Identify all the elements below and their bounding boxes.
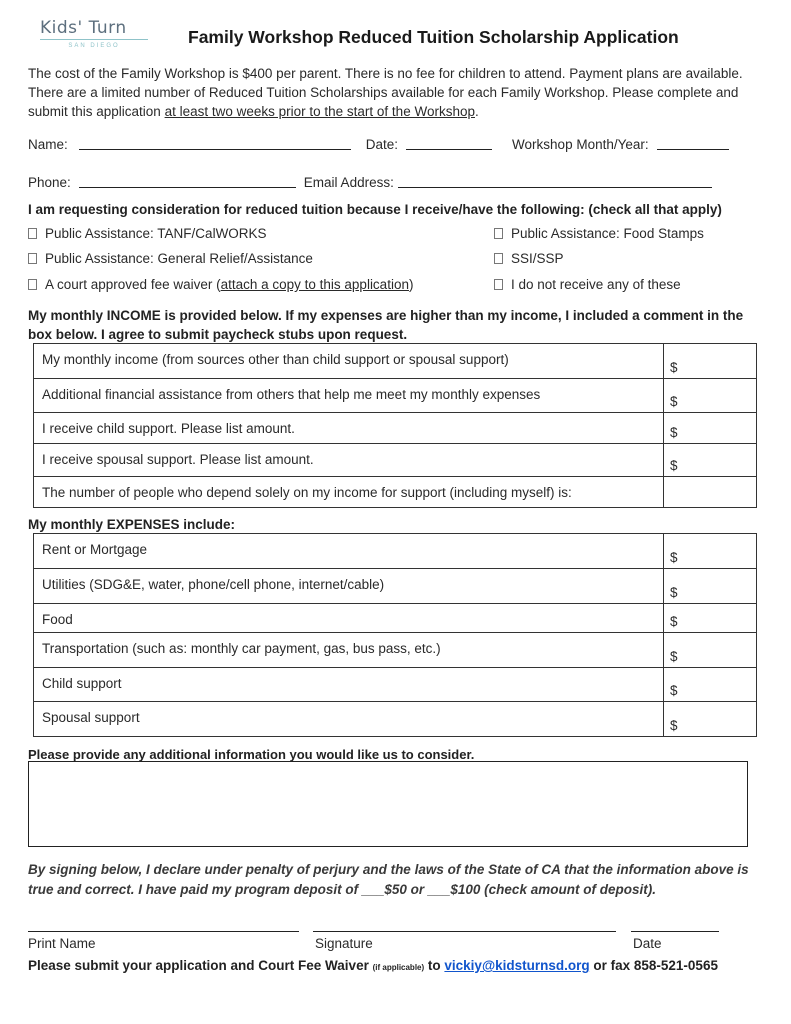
footer-to: to bbox=[424, 958, 445, 973]
income-amount-field[interactable]: $ bbox=[664, 444, 757, 477]
additional-info-textarea[interactable] bbox=[28, 761, 748, 847]
footer-prefix: Please submit your application and Court Fee Waiver bbox=[28, 958, 373, 973]
table-row bbox=[34, 413, 757, 444]
signature-field[interactable] bbox=[313, 931, 616, 932]
checkbox-icon[interactable] bbox=[28, 228, 37, 239]
submission-footer bbox=[28, 958, 718, 973]
expense-amount-field[interactable]: $ bbox=[664, 633, 757, 668]
name-label: Name: bbox=[28, 137, 68, 152]
expense-label: Spousal support bbox=[34, 702, 664, 737]
expense-amount-field[interactable]: $ bbox=[664, 569, 757, 604]
footer-if-applicable: (if applicable) bbox=[372, 963, 425, 972]
income-label: I receive child support. Please list amount. bbox=[34, 413, 664, 444]
expense-amount-field[interactable]: $ bbox=[664, 702, 757, 737]
email-field[interactable] bbox=[398, 174, 712, 188]
income-heading: My monthly INCOME is provided below. If my expenses are higher than my income, I included a comment in the box below. I agree to submit paycheck stubs upon request. bbox=[28, 308, 744, 342]
declaration-text: By signing below, I declare under penalty of perjury and the laws of the State of CA that the information above is true and correct. I have paid my program deposit of ___$50 or ___$100 (check amount of deposit). bbox=[28, 862, 749, 897]
workshop-label: Workshop Month/Year: bbox=[512, 137, 649, 152]
footer-suffix: or fax 858-521-0565 bbox=[589, 958, 718, 973]
expense-label: Rent or Mortgage bbox=[34, 534, 664, 569]
checkbox-label: Public Assistance: TANF/CalWORKS bbox=[45, 226, 267, 241]
logo-subtitle: SAN DIEGO bbox=[64, 43, 123, 49]
expense-amount-field[interactable]: $ bbox=[664, 604, 757, 633]
checkbox-label: Public Assistance: Food Stamps bbox=[511, 226, 704, 241]
checkbox-icon[interactable] bbox=[28, 279, 37, 290]
name-field[interactable] bbox=[79, 136, 351, 150]
name-date-row bbox=[28, 136, 735, 152]
table-row bbox=[34, 604, 757, 633]
contact-email-link[interactable]: vickiy@kidsturnsd.org bbox=[444, 958, 590, 973]
table-row bbox=[34, 668, 757, 702]
checkbox-icon[interactable] bbox=[494, 279, 503, 290]
signature-label: Signature bbox=[315, 936, 373, 951]
dependents-count-field[interactable] bbox=[664, 477, 757, 508]
checkbox-label: I do not receive any of these bbox=[511, 277, 681, 292]
table-row bbox=[34, 379, 757, 413]
date-field[interactable] bbox=[406, 136, 492, 150]
signature-date-field[interactable] bbox=[631, 931, 719, 932]
table-row bbox=[34, 633, 757, 668]
income-label: My monthly income (from sources other than child support or spousal support) bbox=[34, 344, 664, 379]
print-name-label: Print Name bbox=[28, 936, 96, 951]
intro-paragraph bbox=[28, 64, 768, 121]
checkbox-label: A court approved fee waiver (attach a copy to this application) bbox=[45, 277, 414, 292]
page-title: Family Workshop Reduced Tuition Scholarship Application bbox=[188, 27, 679, 47]
table-row bbox=[34, 444, 757, 477]
logo-wordmark: Kids' Turn bbox=[40, 18, 127, 38]
expenses-heading: My monthly EXPENSES include: bbox=[28, 517, 236, 532]
checkbox-ssi[interactable] bbox=[494, 251, 564, 266]
table-row bbox=[34, 702, 757, 737]
expense-label: Transportation (such as: monthly car payment, gas, bus pass, etc.) bbox=[34, 633, 664, 668]
income-amount-field[interactable]: $ bbox=[664, 379, 757, 413]
expense-amount-field[interactable]: $ bbox=[664, 668, 757, 702]
intro-end: . bbox=[474, 104, 479, 119]
income-label: The number of people who depend solely on my income for support (including myself) is: bbox=[34, 477, 664, 508]
checkbox-fee-waiver[interactable] bbox=[28, 277, 413, 292]
date-label: Date: bbox=[365, 137, 399, 152]
checkbox-food-stamps[interactable] bbox=[494, 226, 704, 241]
checkbox-label: SSI/SSP bbox=[511, 251, 564, 266]
email-label: Email Address: bbox=[303, 175, 394, 190]
intro-deadline: at least two weeks prior to the start of the Workshop bbox=[164, 104, 475, 119]
income-amount-field[interactable]: $ bbox=[664, 344, 757, 379]
income-label: I receive spousal support. Please list amount. bbox=[34, 444, 664, 477]
logo-rule bbox=[40, 39, 148, 49]
expense-label: Utilities (SDG&E, water, phone/cell phone, internet/cable) bbox=[34, 569, 664, 604]
additional-info-heading: Please provide any additional information you would like us to consider. bbox=[28, 747, 475, 762]
workshop-field[interactable] bbox=[657, 136, 729, 150]
table-row bbox=[34, 569, 757, 604]
kids-turn-logo bbox=[40, 18, 148, 49]
table-row bbox=[34, 534, 757, 569]
signature-date-label: Date bbox=[633, 936, 662, 951]
phone-email-row bbox=[28, 174, 718, 190]
phone-label: Phone: bbox=[28, 175, 71, 190]
expense-label: Child support bbox=[34, 668, 664, 702]
assistance-heading: I am requesting consideration for reduced tuition because I receive/have the following: (check all that apply) bbox=[28, 202, 722, 217]
checkbox-general-relief[interactable] bbox=[28, 251, 313, 266]
intro-text: The cost of the Family Workshop is $400 per parent. There is no fee for children to attend. Payment plans are available. There are a limited number of Reduced Tuition Scholarships available for each Family Workshop. Please complete and submit this application bbox=[28, 66, 743, 119]
phone-field[interactable] bbox=[79, 174, 296, 188]
print-name-field[interactable] bbox=[28, 931, 299, 932]
income-amount-field[interactable]: $ bbox=[664, 413, 757, 444]
income-table bbox=[33, 343, 757, 508]
checkbox-tanf[interactable] bbox=[28, 226, 267, 241]
checkbox-label: Public Assistance: General Relief/Assistance bbox=[45, 251, 313, 266]
table-row bbox=[34, 477, 757, 508]
expense-label: Food bbox=[34, 604, 664, 633]
checkbox-icon[interactable] bbox=[494, 253, 503, 264]
expenses-table bbox=[33, 533, 757, 737]
checkbox-icon[interactable] bbox=[28, 253, 37, 264]
expense-amount-field[interactable]: $ bbox=[664, 534, 757, 569]
checkbox-icon[interactable] bbox=[494, 228, 503, 239]
table-row bbox=[34, 344, 757, 379]
checkbox-none[interactable] bbox=[494, 277, 681, 292]
income-label: Additional financial assistance from others that help me meet my monthly expenses bbox=[34, 379, 664, 413]
